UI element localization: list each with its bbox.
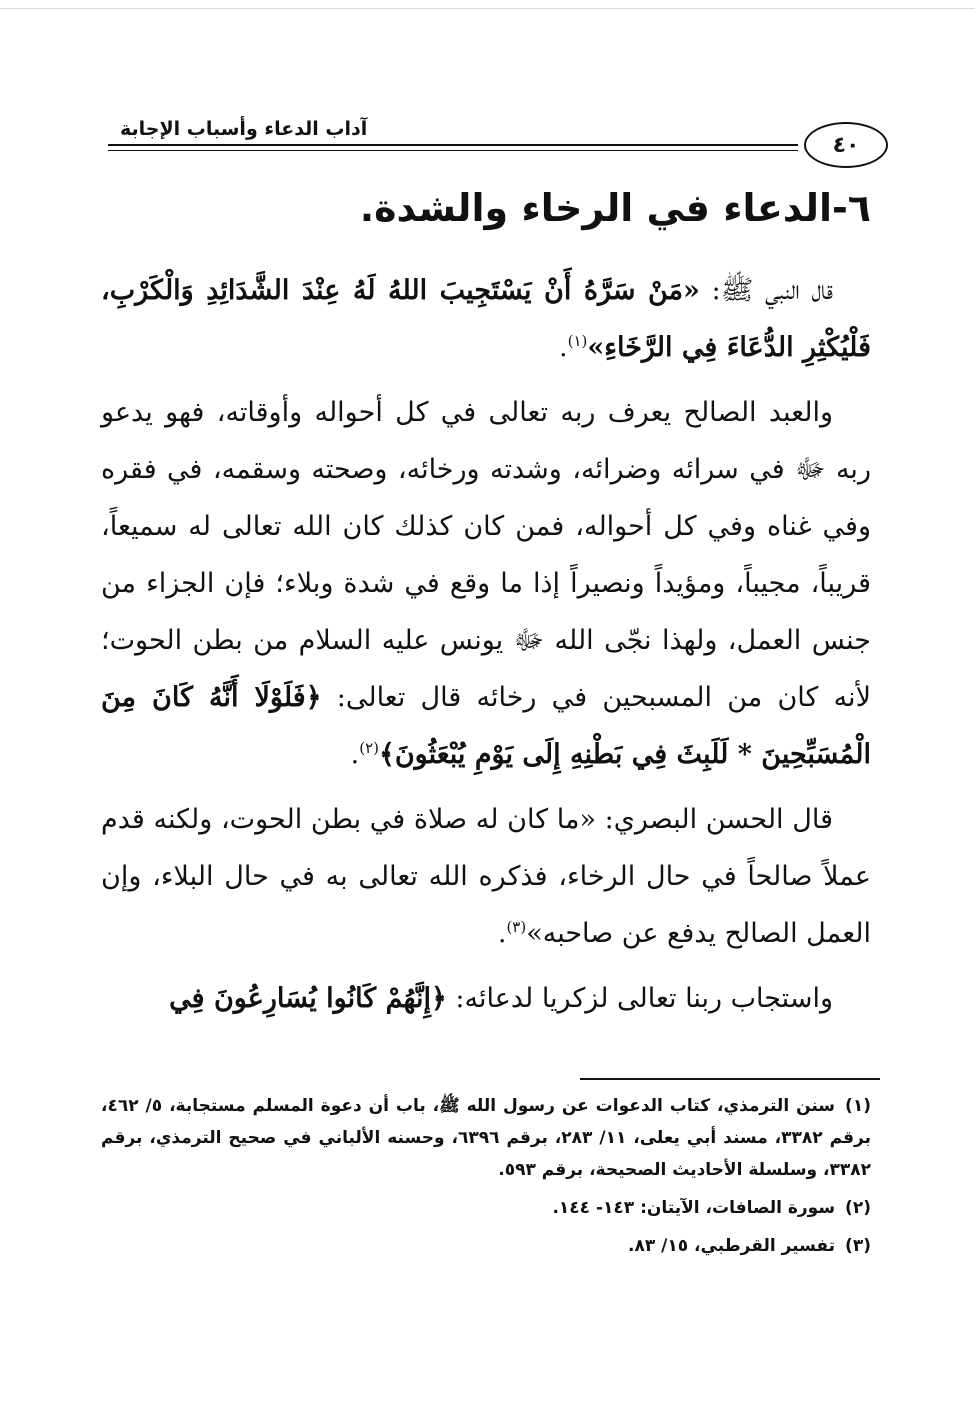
footnote-2	[101, 1192, 871, 1224]
paragraph-text: قال الحسن البصري: «ما كان له صلاة في بطن الحوت، ولكنه قدم عملاً صالحاً في حال الرخاء، فذكره الله تعالى به في حال البلاء، وإن العمل الصالح يدفع عن صاحبه»	[101, 804, 871, 949]
footnote-text: سورة الصافات، الآيتان: ١٤٣- ١٤٤.	[552, 1198, 836, 1218]
footnote-3	[101, 1230, 871, 1262]
hadith-quote: «مَنْ سَرَّهُ أَنْ يَسْتَجِيبَ اللهُ لَهُ عِنْدَ الشَّدَائِدِ وَالْكَرْبِ، فَلْيُكْثِرِ الدُّعَاءَ فِي الرَّخَاءِ»	[101, 275, 871, 363]
body-text	[101, 262, 871, 1035]
footnote-separator	[580, 1078, 880, 1080]
paragraph-3	[101, 791, 871, 962]
footnote-ref[interactable]: (٣)	[506, 918, 527, 936]
book-title: آداب الدعاء وأسباب الإجابة	[120, 118, 368, 140]
paragraph-intro: قال النبي ﷺ:	[699, 275, 833, 306]
footnotes	[101, 1090, 871, 1268]
paragraph-4	[101, 970, 871, 1027]
header-rule-thin	[108, 150, 798, 151]
paragraph-end: .	[350, 739, 360, 770]
footnote-number: (٢)	[845, 1198, 871, 1218]
quran-quote: ﴿إِنَّهُمْ كَانُوا يُسَارِعُونَ فِي	[169, 983, 447, 1014]
paragraph-1	[101, 262, 871, 376]
paragraph-end: .	[559, 332, 568, 363]
footnote-ref[interactable]: (١)	[567, 332, 588, 350]
footnote-text: تفسير القرطبي، ١٥/ ٨٣.	[628, 1236, 836, 1256]
footnote-text: سنن الترمذي، كتاب الدعوات عن رسول الله ﷺ، باب أن دعوة المسلم مستجابة، ٥/ ٤٦٢، برقم ٣٣٨٢، مسند أبي يعلى، ١١/ ٢٨٣، برقم ٦٣٩٦، وحسنه الألباني في صحيح الترمذي، برقم ٣٣٨٢، وسلسلة الأحاديث الصحيحة، برقم ٥٩٣.	[101, 1096, 872, 1180]
header-rule	[108, 144, 798, 146]
paragraph-end: .	[497, 918, 507, 949]
section-heading: ٦-الدعاء في الرخاء والشدة.	[359, 186, 871, 230]
paragraph-2	[101, 384, 871, 783]
paragraph-text: واستجاب ربنا تعالى لزكريا لدعائه:	[446, 983, 833, 1014]
quran-quote: ﴿فَلَوْلَا أَنَّهُ كَانَ مِنَ الْمُسَبِّحِينَ * لَلَبِثَ فِي بَطْنِهِ إِلَى يَوْمِ يُبْعَثُونَ﴾	[101, 682, 871, 770]
footnote-number: (٣)	[845, 1236, 871, 1256]
footnote-1	[101, 1090, 871, 1186]
footnote-number: (١)	[845, 1096, 871, 1116]
page-number: ٤٠	[804, 122, 888, 168]
footnote-ref[interactable]: (٢)	[359, 739, 379, 757]
paragraph-text: والعبد الصالح يعرف ربه تعالى في كل أحواله وأوقاته، فهو يدعو ربه ﷻ في سرائه وضرائه، وشدته ورخائه، وصحته وسقمه، في فقره وفي غناه وفي كل أحواله، فمن كان كذلك كان الله تعالى له سميعاً، قريباً، مجيباً، ومؤيداً ونصيراً إذا ما وقع في شدة وبلاء؛ فإن الجزاء من جنس العمل، ولهذا نجّى الله ﷻ يونس عليه السلام من بطن الحوت؛ لأنه كان من المسبحين في رخائه قال تعالى:	[101, 397, 871, 713]
running-header	[108, 118, 888, 170]
scan-edge-line	[0, 8, 975, 9]
